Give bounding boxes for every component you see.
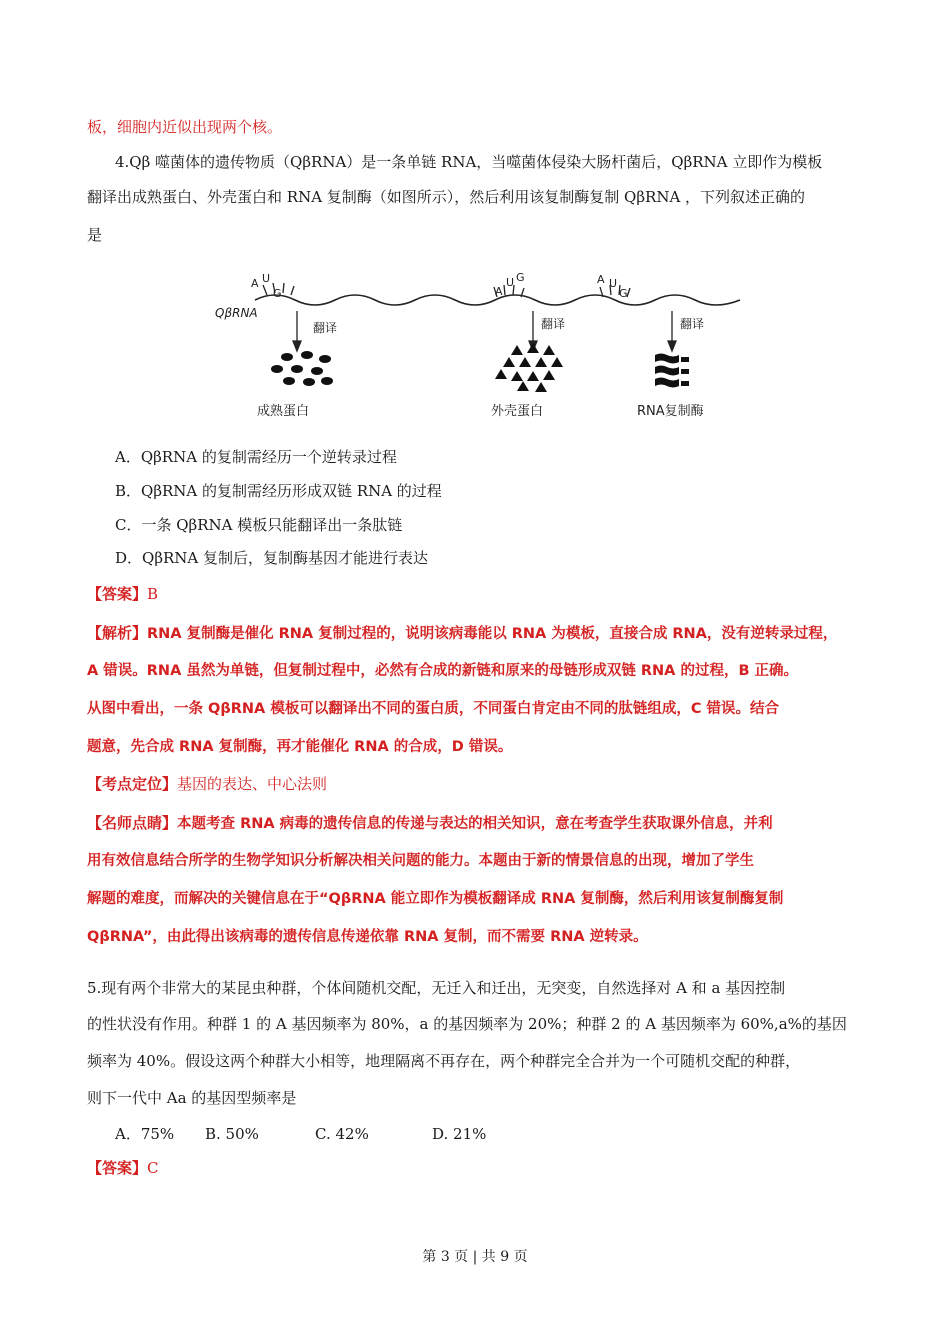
mingshi-line-2: 用有效信息结合所学的生物学知识分析解决相关问题的能力。本题由于新的情景信息的出现，增加了学生 [87,853,754,869]
replicase-shapes [655,354,689,388]
codon-u-3: U [609,277,618,290]
mingshi-line-4: QβRNA”，由此得出该病毒的遗传信息传递依靠 RNA 复制，而不需要 RNA 逆转录。 [87,929,648,945]
codon-a-3: A [597,273,605,286]
coat-protein-shapes [495,343,563,392]
analysis-line-4: 题意，先合成 RNA 复制酶，再才能催化 RNA 的合成，D 错误。 [87,739,513,755]
q4-stem-line2: 翻译出成熟蛋白、外壳蛋白和 RNA 复制酶（如图所示），然后利用该复制酶复制 QβRNA ，下列叙述正确的 [87,188,806,206]
q5-option-c: C. 42% [315,1125,369,1143]
codon-g-2: G [516,271,525,284]
q4-stem-line3: 是 [87,226,103,244]
mingshi-line-1 [87,813,773,834]
kaodian-text: 基因的表达、中心法则 [177,775,328,793]
analysis-line-2: A 错误。RNA 虽然为单链，但复制过程中，必然有合成的新链和原来的母链形成双链 RNA 的过程，B 正确。 [87,663,799,679]
mingshi-line-3: 解题的难度，而解决的关键信息在于“QβRNA 能立即作为模板翻译成 RNA 复制酶，然后利用该复制酶复制 [87,891,784,907]
rna-label: QβRNA [215,306,258,320]
q4-option-d: D．QβRNA 复制后，复制酶基因才能进行表达 [115,549,429,567]
analysis-text-1: RNA 复制酶是催化 RNA 复制过程的，说明该病毒能以 RNA 为模板，直接合成 RNA，没有逆转录过程， [147,626,838,642]
q4-stem-line1: 4.Qβ 噬菌体的遗传物质（QβRNA）是一条单链 RNA，当噬菌体侵染大肠杆菌后，QβRNA 立即作为模板 [115,153,823,171]
diagram-svg [205,255,750,435]
codon-g-3: G [619,287,628,300]
q5-option-a: A．75% [115,1125,175,1143]
translate-label-1: 翻译 [313,321,338,335]
q5-answer [87,1158,159,1178]
mingshi-tag: 【名师点睛】 [87,814,178,832]
analysis-line-3: 从图中看出，一条 QβRNA 模板可以翻译出不同的蛋白质，不同蛋白肯定由不同的肽链组成，C 错误。结合 [87,701,780,717]
q4-option-c: C．一条 QβRNA 模板只能翻译出一条肽链 [115,516,403,534]
translate-label-3: 翻译 [680,317,705,331]
mature-protein-shapes [271,351,333,386]
codon-u-1: U [262,272,271,285]
q5-answer-tag: 【答案】 [87,1159,148,1177]
codon-a-1: A [251,277,259,290]
q4-option-b: B．QβRNA 的复制需经历形成双链 RNA 的过程 [115,482,442,500]
codon-u-2: U [506,276,515,289]
kaodian-tag: 【考点定位】 [87,775,178,793]
q5-option-b: B. 50% [205,1125,259,1143]
q5-option-d: D. 21% [432,1125,487,1143]
codon-g-1: G [273,287,282,300]
q4-option-a: A．QβRNA 的复制需经历一个逆转录过程 [115,448,397,466]
answer-value: B [147,585,159,603]
q5-stem-line4: 则下一代中 Aa 的基因型频率是 [87,1089,297,1107]
continuation-text: 板，细胞内近似出现两个核。 [87,118,283,136]
analysis-line-1 [87,623,837,644]
q5-stem-line1: 5.现有两个非常大的某昆虫种群，个体间随机交配，无迁入和迁出，无突变，自然选择对 A 和 a 基因控制 [87,979,786,997]
codon-a-2: A [495,285,503,298]
kaodian-line [87,774,327,794]
product-label-3: RNA复制酶 [637,404,704,419]
q4-answer [87,584,158,604]
translate-arrows [293,311,676,351]
analysis-tag: 【解析】 [87,624,148,642]
qbeta-rna-diagram [205,255,750,435]
q5-stem-line2: 的性状没有作用。种群 1 的 A 基因频率为 80%，a 的基因频率为 20%；种群 2 的 A 基因频率为 60%,a%的基因 [87,1015,847,1033]
q5-stem-line3: 频率为 40%。假设这两个种群大小相等，地理隔离不再存在，两个种群完全合并为一个可随机交配的种群， [87,1052,801,1070]
product-label-2: 外壳蛋白 [491,404,544,419]
answer-tag: 【答案】 [87,585,148,603]
page-footer: 第 3 页 | 共 9 页 [422,1249,528,1265]
mingshi-text-1: 本题考查 RNA 病毒的遗传信息的传递与表达的相关知识，意在考查学生获取课外信息，并利 [177,816,773,832]
q5-answer-value: C [147,1159,159,1177]
product-label-1: 成熟蛋白 [257,404,310,419]
translate-label-2: 翻译 [541,317,566,331]
